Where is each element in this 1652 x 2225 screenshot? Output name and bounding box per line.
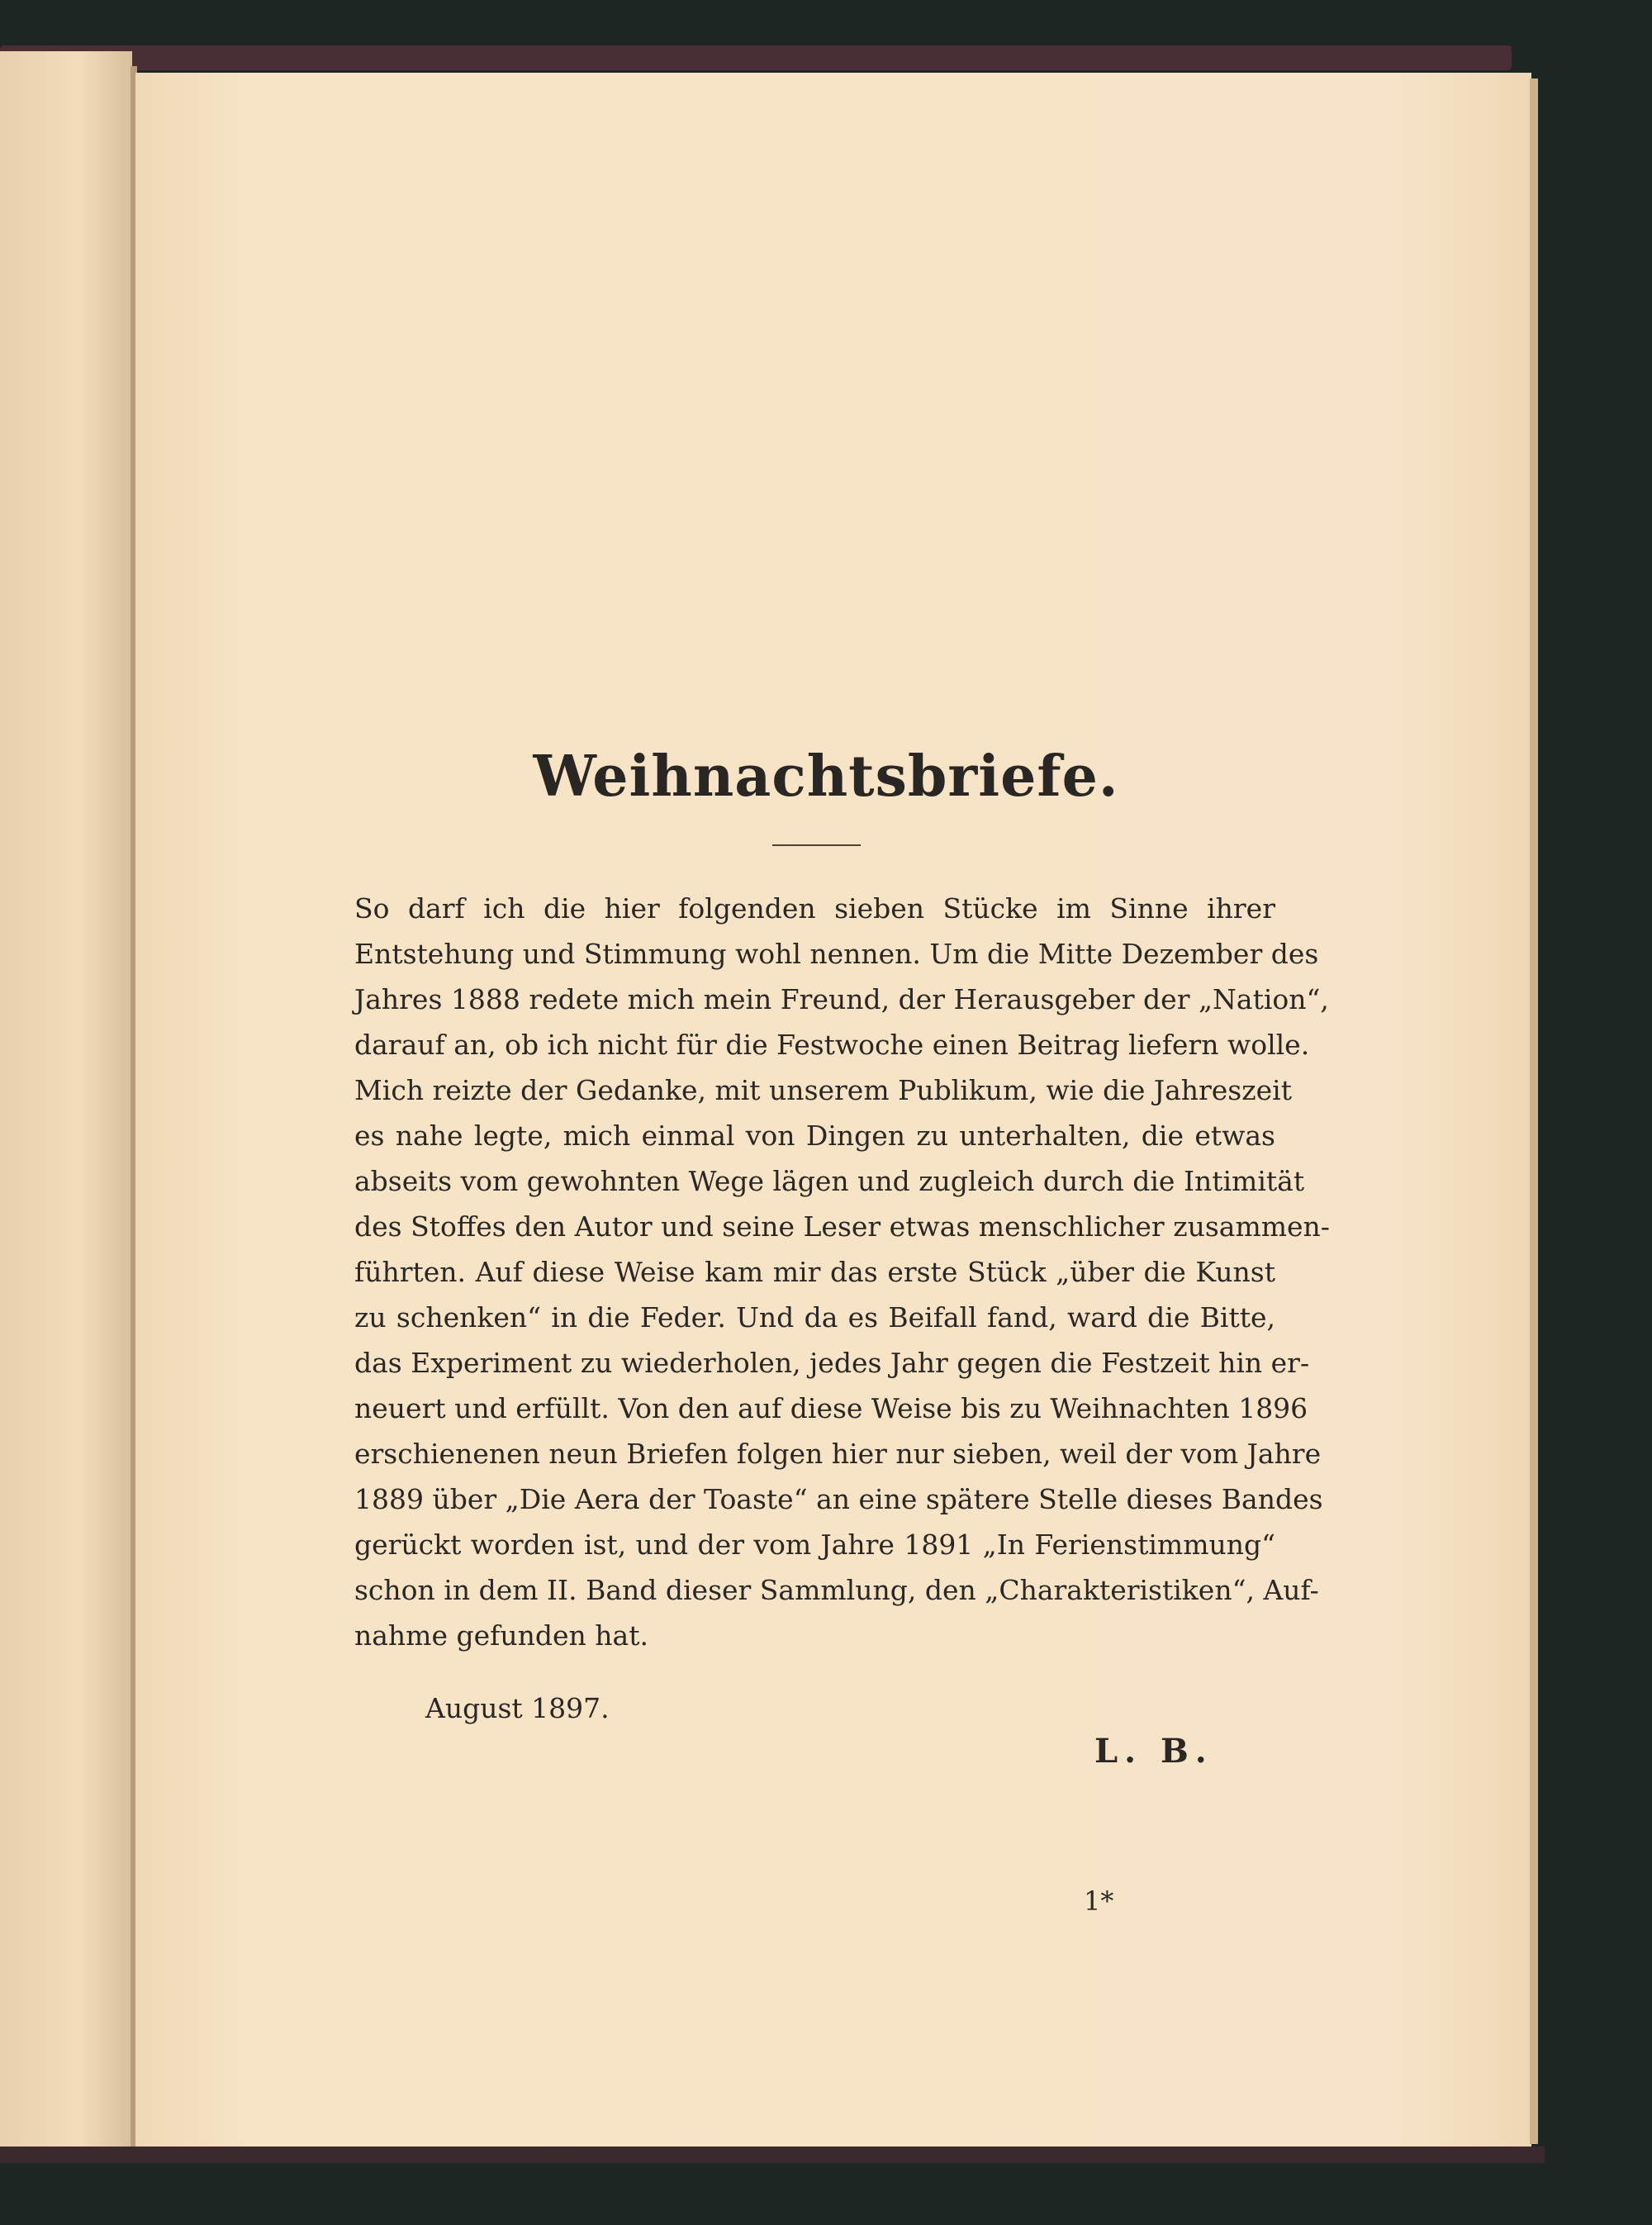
text-line: gerückt worden ist, und der vom Jahre 1891 „In Ferienstimmung“ (354, 1528, 1275, 1561)
text-line: Jahres 1888 redete mich mein Freund, der Herausgeber der „Nation“, (354, 983, 1329, 1015)
book-cover-edge (0, 45, 1512, 70)
text-line: das Experiment zu wiederholen, jedes Jahr gegen die Festzeit hin er- (354, 1347, 1310, 1379)
preface-paragraph (354, 886, 1330, 1658)
text-line: 1889 über „Die Aera der Toaste“ an eine spätere Stelle dieses Bandes (354, 1483, 1323, 1515)
left-page (0, 51, 132, 2150)
title-rule (772, 844, 861, 846)
date-line: August 1897. (425, 1692, 610, 1724)
page-number: 1* (1084, 1885, 1114, 1917)
text-line: es nahe legte, mich einmal von Dingen zu unterhalten, die etwas (354, 1120, 1275, 1152)
book-cover-bottom (0, 2147, 1545, 2163)
text-line: abseits vom gewohnten Wege lägen und zugleich durch die Intimität (354, 1165, 1305, 1197)
text-line: Entstehung und Stimmung wohl nennen. Um die Mitte Dezember des (354, 938, 1319, 970)
text-line: schon in dem II. Band dieser Sammlung, den „Charakteristiken“, Auf- (354, 1574, 1319, 1606)
text-line: nahme gefunden hat. (354, 1619, 648, 1652)
text-line: So darf ich die hier folgenden sieben Stücke im Sinne ihrer (354, 892, 1275, 925)
chapter-title: Weihnachtsbriefe. (533, 744, 1119, 810)
text-line: zu schenken“ in die Feder. Und da es Beifall fand, ward die Bitte, (354, 1301, 1275, 1334)
text-line: führten. Auf diese Weise kam mir das erste Stück „über die Kunst (354, 1256, 1275, 1288)
author-initials: L. B. (1094, 1732, 1213, 1771)
text-line: Mich reizte der Gedanke, mit unserem Publikum, wie die Jahreszeit (354, 1074, 1292, 1106)
text-line: des Stoffes den Autor und seine Leser etwas menschlicher zusammen- (354, 1210, 1330, 1243)
page-edge (1530, 78, 1538, 2144)
text-line: neuert und erfüllt. Von den auf diese Weise bis zu Weihnachten 1896 (354, 1392, 1308, 1424)
text-line: erschienenen neun Briefen folgen hier nur sieben, weil der vom Jahre (354, 1438, 1322, 1470)
text-line: darauf an, ob ich nicht für die Festwoche einen Beitrag liefern wolle. (354, 1029, 1310, 1061)
